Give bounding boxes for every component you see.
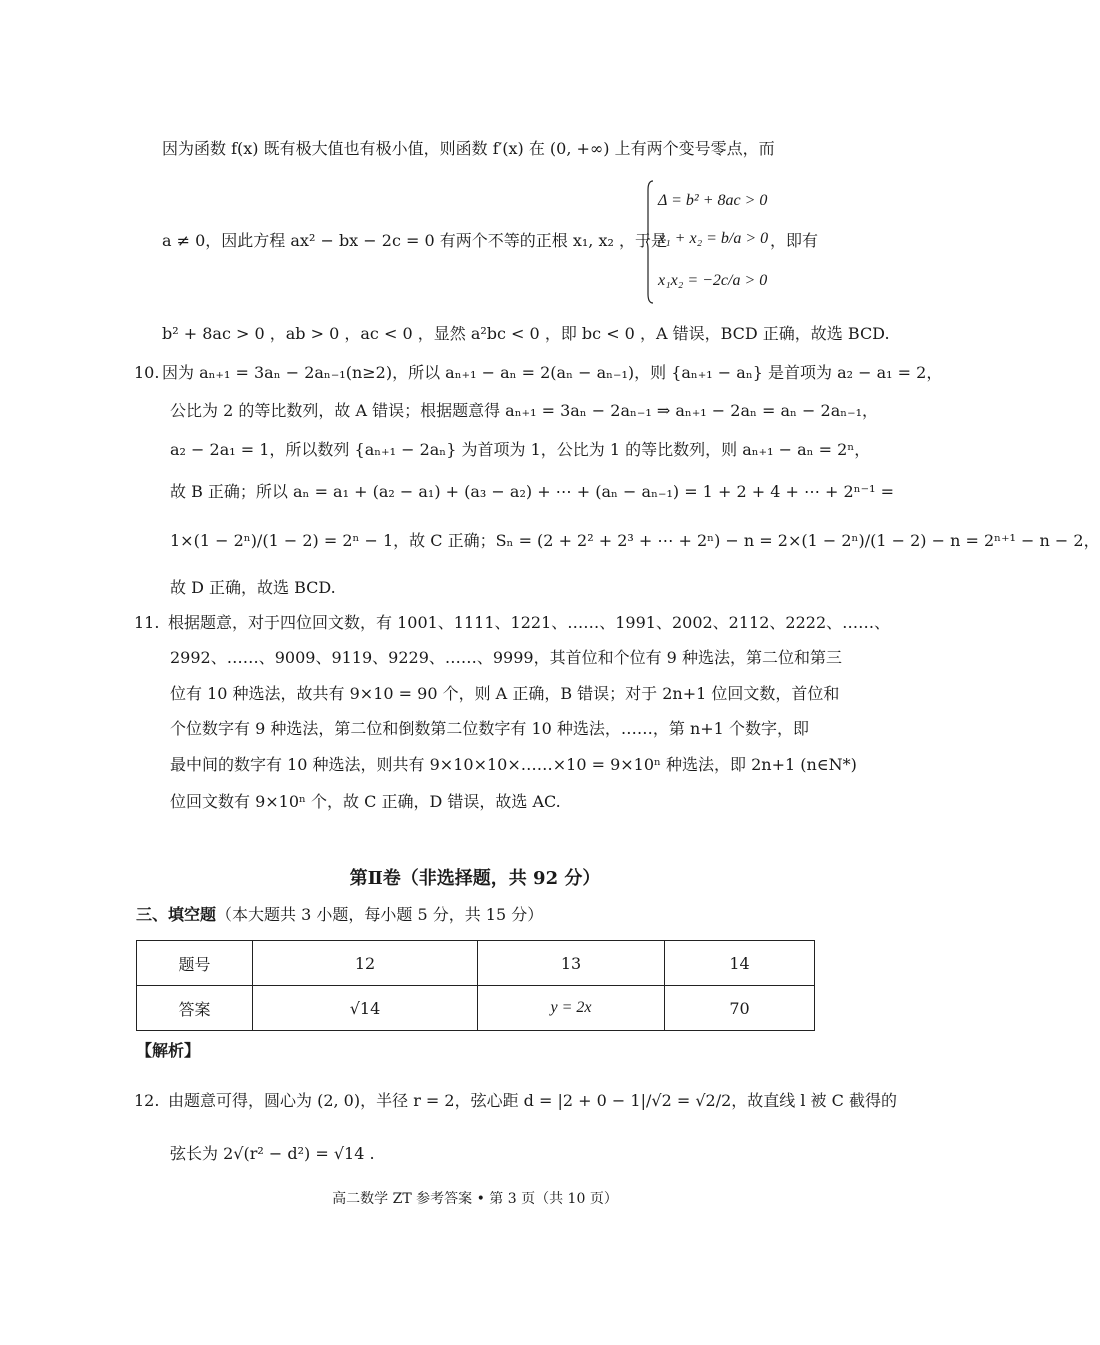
- q9-line-2: a ≠ 0，因此方程 ax² − bx − 2c = 0 有两个不等的正根 x₁, x₂ ，于是: [162, 231, 667, 250]
- q10-line-1: 因为 aₙ₊₁ = 3aₙ − 2aₙ₋₁(n≥2)，所以 aₙ₊₁ − aₙ = 2(aₙ − aₙ₋₁)，则 {aₙ₊₁ − aₙ} 是首项为 a₂ − a₁ = 2，: [162, 363, 943, 382]
- q10-line-5: 1×(1 − 2ⁿ)/(1 − 2) = 2ⁿ − 1，故 C 正确；Sₙ = (2 + 2² + 2³ + ⋯ + 2ⁿ) − n = 2×(1 − 2ⁿ)/(1 − 2) − n = 2ⁿ⁺¹ − n − 2，: [170, 531, 1100, 550]
- table-row: [137, 986, 815, 1031]
- table-cell: 70: [665, 986, 815, 1031]
- q10-line-6: 故 D 正确，故选 BCD.: [170, 578, 336, 597]
- q9-line-3: b² + 8ac > 0 ，ab > 0 ，ac < 0 ，显然 a²bc < 0 ，即 bc < 0 ，A 错误，BCD 正确，故选 BCD.: [162, 324, 890, 343]
- q9-line-1: 因为函数 f(x) 既有极大值也有极小值，则函数 f′(x) 在 (0, +∞) 上有两个变号零点，而: [162, 139, 775, 158]
- q12-number: 12.: [134, 1091, 160, 1110]
- q11-line-3: 位有 10 种选法，故共有 9×10 = 90 个，则 A 正确，B 错误；对于 2n+1 位回文数，首位和: [170, 684, 840, 703]
- system-row-1: Δ = b² + 8ac > 0: [658, 192, 768, 209]
- table-cell: √14: [253, 986, 478, 1031]
- q11-line-2: 2992、……、9009、9119、9229、……、9999，其首位和个位有 9 种选法，第二位和第三: [170, 648, 842, 667]
- left-brace-icon: [646, 180, 654, 304]
- q11-line-5: 最中间的数字有 10 种选法，则共有 9×10×10×……×10 = 9×10ⁿ 种选法，即 2n+1 (n∈N*): [170, 755, 857, 774]
- q9-line-2-end: ，即有: [770, 231, 819, 250]
- answer-table: [136, 940, 815, 1031]
- q11-line-6: 位回文数有 9×10ⁿ 个，故 C 正确，D 错误，故选 AC.: [170, 792, 561, 811]
- table-cell: 答案: [137, 986, 253, 1031]
- q10-number: 10.: [134, 363, 160, 382]
- analysis-heading: 【解析】: [136, 1041, 201, 1060]
- q10-line-4: 故 B 正确；所以 aₙ = a₁ + (a₂ − a₁) + (a₃ − a₂) + ⋯ + (aₙ − aₙ₋₁) = 1 + 2 + 4 + ⋯ + 2ⁿ⁻¹ =: [170, 482, 894, 501]
- q11-line-1: 根据题意，对于四位回文数，有 1001、1111、1221、……、1991、2002、2112、2222、……、: [168, 613, 891, 632]
- system-row-3: x₁x₂ = −2c/a > 0: [658, 272, 768, 289]
- q11-line-4: 个位数字有 9 种选法，第二位和倒数第二位数字有 10 种选法，……，第 n+1 个数字，即: [170, 719, 809, 738]
- table-cell: 题号: [137, 941, 253, 986]
- table-cell: 12: [253, 941, 478, 986]
- system-row-2: x₁ + x₂ = b/a > 0: [658, 230, 769, 247]
- part2-title: 第Ⅱ卷（非选择题，共 92 分）: [349, 868, 601, 889]
- table-row: [137, 941, 815, 986]
- q10-line-2: 公比为 2 的等比数列，故 A 错误；根据题意得 aₙ₊₁ = 3aₙ − 2aₙ₋₁ ⇒ aₙ₊₁ − 2aₙ = aₙ − 2aₙ₋₁，: [170, 401, 879, 420]
- table-cell: y = 2x: [478, 986, 665, 1031]
- q11-number: 11.: [134, 613, 160, 632]
- section3-heading: [136, 904, 543, 926]
- q12-line-2: 弦长为 2√(r² − d²) = √14 .: [170, 1144, 375, 1163]
- page-footer: 高二数学 ZT 参考答案 • 第 3 页（共 10 页）: [332, 1191, 618, 1207]
- section3-desc: （本大题共 3 小题，每小题 5 分，共 15 分）: [216, 905, 544, 924]
- table-cell: 14: [665, 941, 815, 986]
- q10-line-3: a₂ − 2a₁ = 1，所以数列 {aₙ₊₁ − 2aₙ} 为首项为 1，公比为 1 的等比数列，则 aₙ₊₁ − aₙ = 2ⁿ，: [170, 440, 871, 459]
- table-cell: 13: [478, 941, 665, 986]
- q9-equation-system: [646, 180, 769, 304]
- q12-line-1: 由题意可得，圆心为 (2, 0)，半径 r = 2，弦心距 d = |2 + 0 − 1|/√2 = √2/2，故直线 l 被 C 截得的: [168, 1091, 897, 1110]
- section3-title: 三、填空题: [136, 905, 217, 924]
